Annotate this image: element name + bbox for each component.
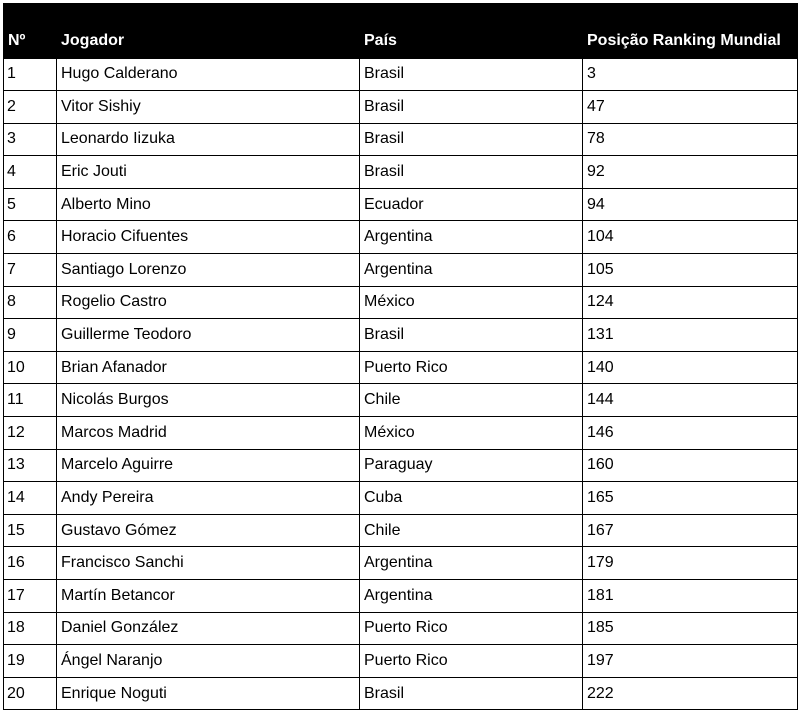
table-row bbox=[4, 254, 798, 287]
cell-world-ranking: 167 bbox=[583, 514, 798, 547]
cell-country: Brasil bbox=[360, 677, 583, 710]
table-row bbox=[4, 547, 798, 580]
cell-country: Paraguay bbox=[360, 449, 583, 482]
cell-rank: 1 bbox=[4, 58, 57, 91]
cell-player: Andy Pereira bbox=[57, 482, 360, 515]
cell-player: Nicolás Burgos bbox=[57, 384, 360, 417]
cell-player: Francisco Sanchi bbox=[57, 547, 360, 580]
cell-player: Martín Betancor bbox=[57, 580, 360, 613]
cell-player: Santiago Lorenzo bbox=[57, 254, 360, 287]
cell-player: Ángel Naranjo bbox=[57, 645, 360, 678]
header-row bbox=[4, 3, 798, 58]
cell-rank: 10 bbox=[4, 351, 57, 384]
cell-country: Argentina bbox=[360, 547, 583, 580]
cell-player: Vitor Sishiy bbox=[57, 91, 360, 124]
cell-rank: 15 bbox=[4, 514, 57, 547]
cell-rank: 5 bbox=[4, 188, 57, 221]
cell-world-ranking: 104 bbox=[583, 221, 798, 254]
table-row bbox=[4, 91, 798, 124]
cell-rank: 4 bbox=[4, 156, 57, 189]
cell-rank: 2 bbox=[4, 91, 57, 124]
cell-country: Brasil bbox=[360, 123, 583, 156]
cell-rank: 8 bbox=[4, 286, 57, 319]
table-row bbox=[4, 156, 798, 189]
ranking-table bbox=[3, 3, 798, 710]
cell-world-ranking: 179 bbox=[583, 547, 798, 580]
table-row bbox=[4, 319, 798, 352]
table-row bbox=[4, 514, 798, 547]
cell-world-ranking: 78 bbox=[583, 123, 798, 156]
table-row bbox=[4, 482, 798, 515]
cell-player: Leonardo Iizuka bbox=[57, 123, 360, 156]
cell-country: Cuba bbox=[360, 482, 583, 515]
cell-rank: 9 bbox=[4, 319, 57, 352]
cell-world-ranking: 185 bbox=[583, 612, 798, 645]
header-world-ranking: Posição Ranking Mundial bbox=[583, 3, 798, 58]
cell-country: México bbox=[360, 417, 583, 450]
table-row bbox=[4, 612, 798, 645]
cell-country: México bbox=[360, 286, 583, 319]
cell-world-ranking: 165 bbox=[583, 482, 798, 515]
cell-rank: 19 bbox=[4, 645, 57, 678]
cell-country: Ecuador bbox=[360, 188, 583, 221]
cell-country: Argentina bbox=[360, 221, 583, 254]
cell-world-ranking: 131 bbox=[583, 319, 798, 352]
cell-rank: 16 bbox=[4, 547, 57, 580]
cell-rank: 17 bbox=[4, 580, 57, 613]
table-row bbox=[4, 417, 798, 450]
table-row bbox=[4, 384, 798, 417]
cell-rank: 20 bbox=[4, 677, 57, 710]
cell-country: Brasil bbox=[360, 319, 583, 352]
cell-rank: 13 bbox=[4, 449, 57, 482]
cell-country: Argentina bbox=[360, 254, 583, 287]
cell-world-ranking: 144 bbox=[583, 384, 798, 417]
table-row bbox=[4, 449, 798, 482]
cell-rank: 3 bbox=[4, 123, 57, 156]
cell-player: Rogelio Castro bbox=[57, 286, 360, 319]
table-row bbox=[4, 286, 798, 319]
cell-player: Marcelo Aguirre bbox=[57, 449, 360, 482]
cell-player: Marcos Madrid bbox=[57, 417, 360, 450]
cell-player: Guillerme Teodoro bbox=[57, 319, 360, 352]
cell-world-ranking: 181 bbox=[583, 580, 798, 613]
cell-world-ranking: 92 bbox=[583, 156, 798, 189]
cell-world-ranking: 3 bbox=[583, 58, 798, 91]
cell-world-ranking: 160 bbox=[583, 449, 798, 482]
table-body bbox=[4, 58, 798, 710]
cell-rank: 14 bbox=[4, 482, 57, 515]
cell-rank: 6 bbox=[4, 221, 57, 254]
cell-country: Puerto Rico bbox=[360, 645, 583, 678]
table-row bbox=[4, 645, 798, 678]
cell-player: Alberto Mino bbox=[57, 188, 360, 221]
cell-world-ranking: 140 bbox=[583, 351, 798, 384]
cell-rank: 11 bbox=[4, 384, 57, 417]
table-row bbox=[4, 58, 798, 91]
cell-country: Brasil bbox=[360, 91, 583, 124]
header-rank: Nº bbox=[4, 3, 57, 58]
cell-world-ranking: 222 bbox=[583, 677, 798, 710]
cell-player: Gustavo Gómez bbox=[57, 514, 360, 547]
cell-rank: 12 bbox=[4, 417, 57, 450]
cell-country: Brasil bbox=[360, 58, 583, 91]
cell-rank: 7 bbox=[4, 254, 57, 287]
cell-world-ranking: 197 bbox=[583, 645, 798, 678]
cell-player: Daniel González bbox=[57, 612, 360, 645]
cell-player: Enrique Noguti bbox=[57, 677, 360, 710]
cell-world-ranking: 47 bbox=[583, 91, 798, 124]
table-row bbox=[4, 677, 798, 710]
cell-country: Chile bbox=[360, 514, 583, 547]
cell-player: Brian Afanador bbox=[57, 351, 360, 384]
cell-country: Argentina bbox=[360, 580, 583, 613]
header-country: País bbox=[360, 3, 583, 58]
table-row bbox=[4, 188, 798, 221]
table-row bbox=[4, 123, 798, 156]
cell-country: Puerto Rico bbox=[360, 351, 583, 384]
table-row bbox=[4, 221, 798, 254]
table-row bbox=[4, 580, 798, 613]
cell-country: Chile bbox=[360, 384, 583, 417]
cell-world-ranking: 146 bbox=[583, 417, 798, 450]
cell-world-ranking: 94 bbox=[583, 188, 798, 221]
cell-world-ranking: 124 bbox=[583, 286, 798, 319]
cell-rank: 18 bbox=[4, 612, 57, 645]
cell-player: Eric Jouti bbox=[57, 156, 360, 189]
cell-country: Brasil bbox=[360, 156, 583, 189]
cell-player: Horacio Cifuentes bbox=[57, 221, 360, 254]
table-header bbox=[4, 3, 798, 58]
cell-country: Puerto Rico bbox=[360, 612, 583, 645]
table-row bbox=[4, 351, 798, 384]
header-player: Jogador bbox=[57, 3, 360, 58]
cell-world-ranking: 105 bbox=[583, 254, 798, 287]
cell-player: Hugo Calderano bbox=[57, 58, 360, 91]
